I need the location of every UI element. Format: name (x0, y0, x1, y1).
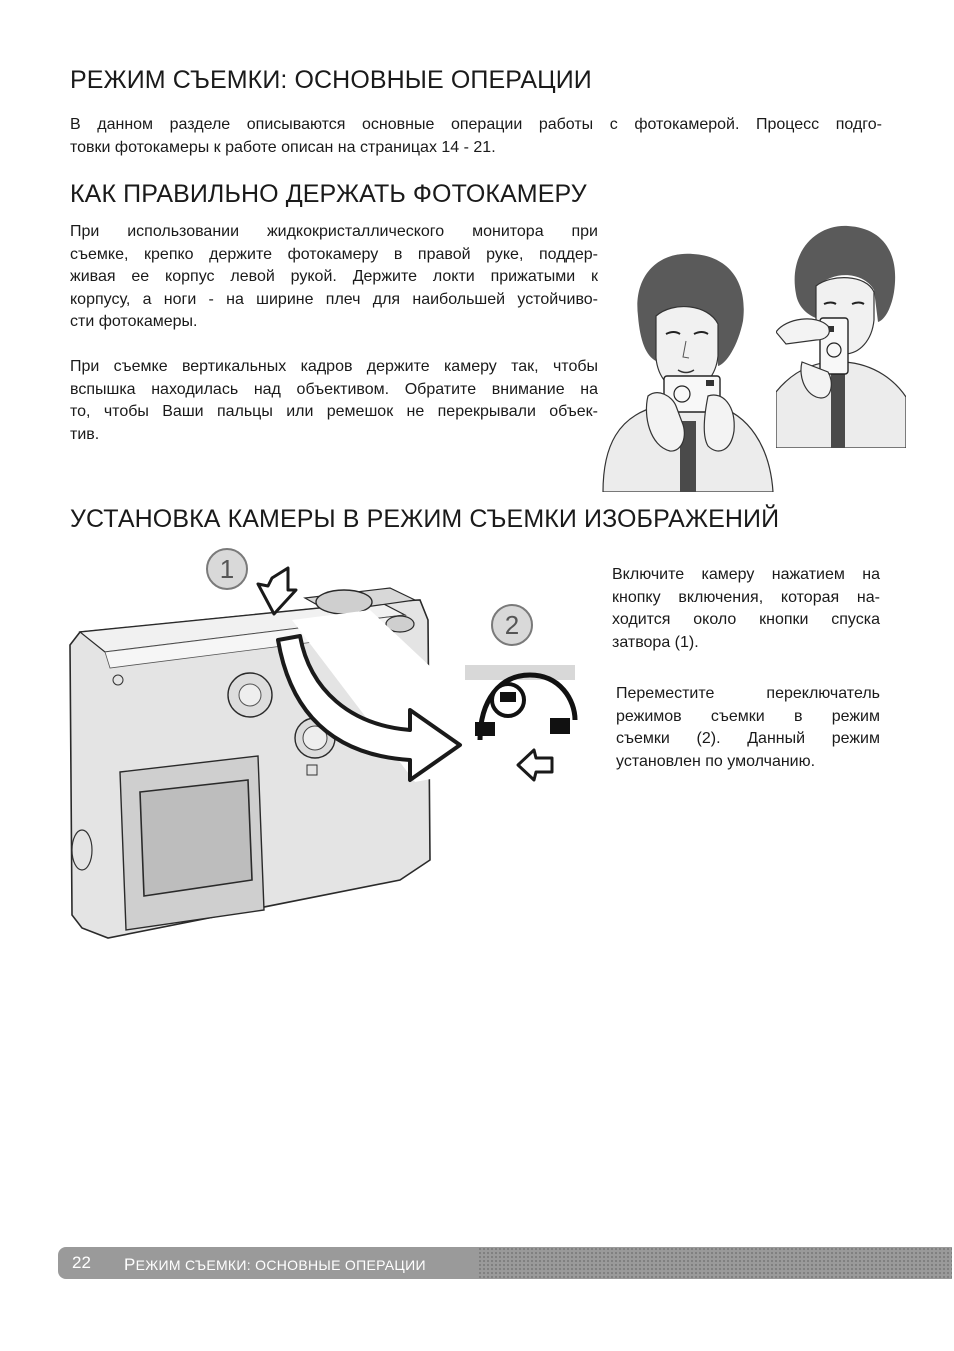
text-line: съемки (2). Данный режим (616, 730, 880, 747)
illustration-vertical-hold (776, 222, 906, 448)
holding-paragraph-2 (70, 356, 598, 446)
text-line: При съемке вертикальных кадров держите камеру так, чтобы (70, 358, 598, 375)
section-title-shooting-mode: РЕЖИМ СЪЕМКИ: ОСНОВНЫЕ ОПЕРАЦИИ (70, 66, 592, 94)
text-line: затвора (1). (612, 633, 699, 651)
page-number: 22 (72, 1253, 91, 1272)
text-line: режимов съемки в режим (616, 707, 880, 725)
footer-title-rest: ЕЖИМ СЪЕМКИ: ОСНОВНЫЕ ОПЕРАЦИИ (135, 1257, 426, 1273)
text-line: то, чтобы Ваши пальцы или ремешок не перекрывали объек- (70, 403, 598, 420)
illustration-horizontal-hold (598, 246, 776, 492)
text-line: корпусу, а ноги - на ширине плеч для наибольшей устойчиво- (70, 290, 598, 308)
text-line: живая ее корпус левой рукой. Держите локти прижатыми к (70, 268, 598, 285)
section-title-holding-camera: КАК ПРАВИЛЬНО ДЕРЖАТЬ ФОТОКАМЕРУ (70, 180, 587, 208)
page-footer (58, 1247, 952, 1279)
text-line: При использовании жидкокристаллического монитора при (70, 223, 598, 240)
text-line: вспышка находилась над объективом. Обратите внимание на (70, 380, 598, 398)
text-line: установлен по умолчанию. (616, 752, 816, 770)
text-line: сти фотокамеры. (70, 313, 198, 330)
intro-line: товки фотокамеры к работе описан на страницах 14 - 21. (70, 138, 496, 156)
text-line: Переместите переключатель (616, 685, 880, 702)
callout-number-1: 1 (206, 548, 248, 590)
text-line: кнопку включения, которая на- (612, 588, 880, 606)
text-line: Включите камеру нажатием на (612, 566, 880, 583)
text-line: тив. (70, 425, 100, 443)
intro-line: В данном разделе описываются основные операции работы с фотокамерой. Процесс подго- (70, 116, 882, 133)
footer-section-title (124, 1255, 426, 1275)
footer-title-initial: Р (124, 1255, 136, 1274)
step-1-text (612, 564, 880, 654)
callout-number-2: 2 (491, 604, 533, 646)
step-2-text (616, 683, 880, 773)
text-line: ходится около кнопки спуска (612, 611, 880, 628)
section-title-set-recording-mode: УСТАНОВКА КАМЕРЫ В РЕЖИМ СЪЕМКИ ИЗОБРАЖЕНИЙ (70, 505, 780, 533)
holding-paragraph-1 (70, 221, 598, 334)
footer-dot-pattern (478, 1247, 952, 1279)
text-line: съемке, крепко держите фотокамеру в правой руке, поддер- (70, 245, 598, 263)
intro-paragraph (70, 114, 882, 159)
